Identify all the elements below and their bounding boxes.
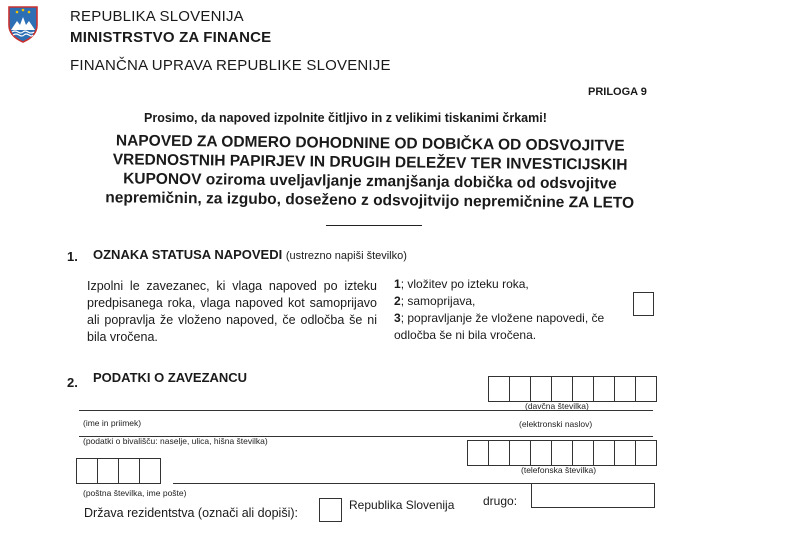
- title-line-2: VREDNOSTNIH PAPIRJEV IN DRUGIH DELEŽEV TER INVESTICIJSKIH: [112, 151, 628, 174]
- other-country-field[interactable]: [531, 483, 655, 508]
- email-label: (elektronski naslov): [519, 419, 593, 429]
- status-option-2: 2; samoprijava,: [394, 294, 476, 308]
- section-1-heading: [93, 247, 407, 262]
- slovenia-label: Republika Slovenija: [349, 498, 455, 512]
- postal-code-field[interactable]: [76, 458, 161, 484]
- year-underline[interactable]: [326, 225, 422, 226]
- section-1-number: 1.: [67, 249, 78, 264]
- name-field[interactable]: [79, 410, 653, 411]
- residence-country-question: Država rezidentstva (označi ali dopiši):: [84, 506, 298, 520]
- status-code-box[interactable]: [633, 292, 654, 316]
- header-republic: REPUBLIKA SLOVENIJA: [70, 8, 244, 25]
- title-line-1: NAPOVED ZA ODMERO DOHODNINE OD DOBIČKA OD ODSVOJITVE: [115, 132, 625, 155]
- status-option-1: 1; vložitev po izteku roka,: [394, 277, 529, 291]
- status-instructions: Izpolni le zavezanec, ki vlaga napoved po izteku predpisanega roka, vlaga napoved kot samoprijavo ali popravlja že vloženo napoved, če odločba še ni bila vročena.: [87, 279, 377, 344]
- section-2-heading: PODATKI O ZAVEZANCU: [93, 370, 248, 385]
- status-option-3: 3; popravljanje že vložene napovedi, če odločba še ni bila vročena.: [394, 311, 605, 342]
- header-ministry: MINISTRSTVO ZA FINANCE: [70, 29, 272, 46]
- post-label: (poštna številka, ime pošte): [83, 488, 187, 498]
- title-line-3-bold: KUPONOV: [123, 170, 202, 189]
- name-label: (ime in priimek): [83, 418, 142, 428]
- tax-number-label: (davčna številka): [525, 401, 589, 411]
- section-2-number: 2.: [67, 375, 78, 390]
- title-line-4: nepremičnin, za izgubo, doseženo z odsvojitvijo nepremičnine ZA LETO: [105, 189, 635, 212]
- header-tax-administration: FINANČNA UPRAVA REPUBLIKE SLOVENIJE: [70, 57, 391, 74]
- section-1-note: (ustrezno napiši številko): [285, 250, 407, 262]
- section-1-title: OZNAKA STATUSA NAPOVEDI: [93, 247, 283, 262]
- other-country-label: drugo:: [483, 494, 518, 508]
- attachment-label: PRILOGA 9: [588, 86, 647, 98]
- slovenia-checkbox[interactable]: [319, 498, 342, 522]
- phone-label: (telefonska številka): [521, 465, 597, 475]
- status-options: [394, 276, 654, 344]
- residence-label: (podatki o bivališču: naselje, ulica, hišna številka): [83, 436, 268, 446]
- fill-instruction: Prosimo, da napoved izpolnite čitljivo in z velikimi tiskanimi črkami!: [144, 111, 547, 125]
- phone-number-field[interactable]: [467, 440, 657, 466]
- title-line-3-rest: oziroma uveljavljanje zmanjšanja dobička od odsvojitve: [201, 171, 617, 193]
- coat-of-arms-icon: [6, 5, 40, 43]
- tax-number-field[interactable]: [488, 376, 657, 402]
- form-title: [85, 131, 656, 213]
